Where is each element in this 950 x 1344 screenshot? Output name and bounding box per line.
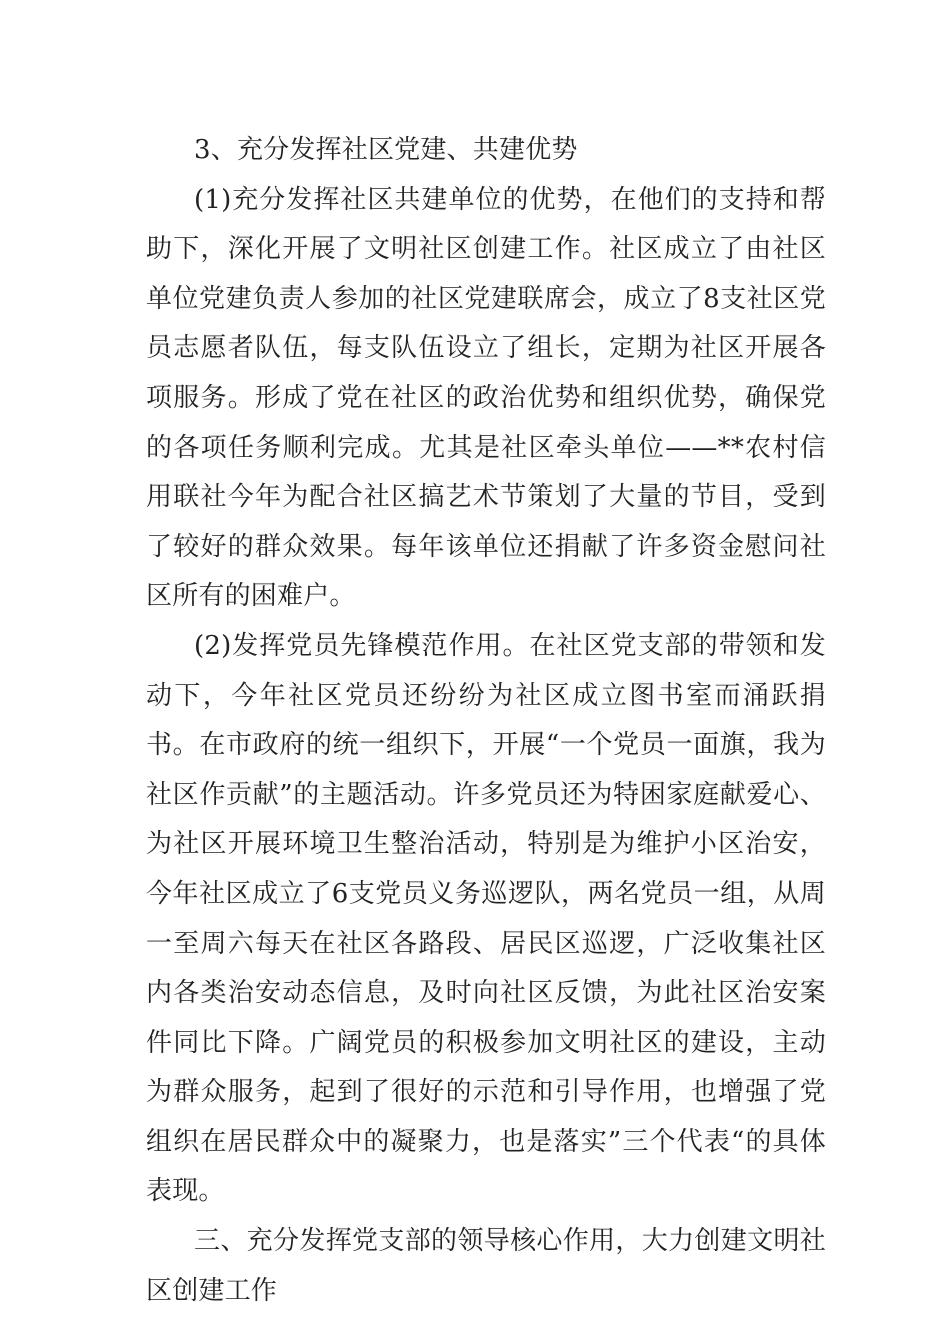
section-heading-3: 3、充分发挥社区党建、共建优势 [194,135,578,165]
paragraph-2: (2)发挥党员先锋模范作用。在社区党支部的带领和发动下，今年社区党员还纷纷为社区成立图书室而涌跃捐书。在市政府的统一组织下，开展“一个党员一面旗，我为社区作贡献”的主题活动。许多党员还为特困家庭献爱心、为社区开展环境卫生整治活动，特别是为维护小区治安，今年社区成立了6支党员义务巡逻队，两名党员一组，从周一至周六每天在社区各路段、居民区巡逻，广泛收集社区内各类治安动态信息，及时向社区反馈，为此社区治安案件同比下降。广阔党员的积极参加文明社区的建设，主动为群众服务，起到了很好的示范和引导作用，也增强了党组织在居民群众中的凝聚力，也是落实”三个代表“的具体表现。 [146,630,826,1207]
section-heading-three: 三、充分发挥党支部的领导核心作用，大力创建文明社区创建工作 [146,1226,826,1306]
document-body [146,126,826,1316]
paragraph-1: (1)充分发挥社区共建单位的优势，在他们的支持和帮助下，深化开展了文明社区创建工作。社区成立了由社区单位党建负责人参加的社区党建联席会，成立了8支社区党员志愿者队伍，每支队伍设立了组长，定期为社区开展各项服务。形成了党在社区的政治优势和组织优势，确保党的各项任务顺利完成。尤其是社区牵头单位——**农村信用联社今年为配合社区搞艺术节策划了大量的节目，受到了较好的群众效果。每年该单位还捐献了许多资金慰问社区所有的困难户。 [146,184,826,612]
